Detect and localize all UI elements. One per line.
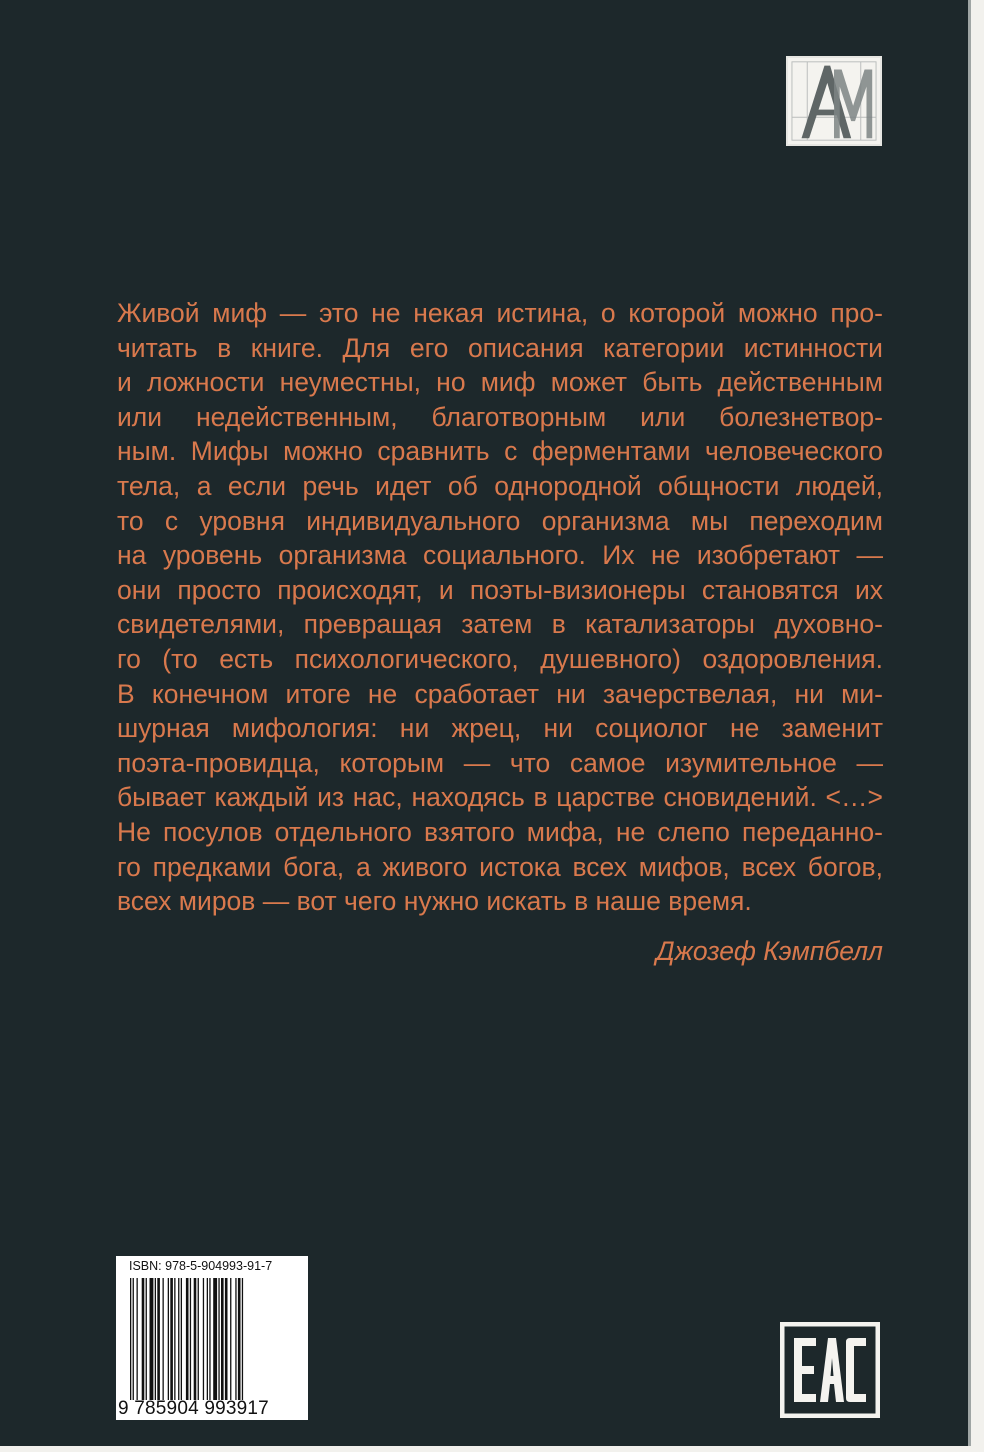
blurb-line: В конечном итоге не сработает ни зачерствелая, ни ми- — [117, 678, 883, 709]
barcode-digits: 9 785904 993917 — [118, 1398, 269, 1419]
blurb-line: тела, а если речь идет об однородной общности людей, — [117, 470, 883, 501]
quote-author: Джозеф Кэмпбелл — [655, 936, 883, 966]
blurb-line: свидетелями, превращая затем в катализаторы духовно- — [117, 609, 883, 640]
blurb-line: го предками бога, а живого истока всех мифов, всех богов, — [117, 851, 883, 882]
blurb-line: и ложности неуместны, но миф может быть действенным — [117, 367, 883, 398]
blurb-line: поэта-провидца, которым — что самое изумительное — — [117, 747, 883, 778]
blurb-line: Живой миф — это не некая истина, о которой можно про- — [117, 298, 883, 328]
blurb-line: читать в книге. Для его описания категории истинности — [117, 332, 883, 363]
eac-mark-icon — [780, 1322, 880, 1418]
blurb-line: Не посулов отдельного взятого мифа, не слепо переданно- — [117, 816, 883, 847]
blurb-line: всех миров — вот чего нужно искать в наше время. — [117, 886, 752, 917]
blurb-line: на уровень организма социального. Их не изобретают — — [117, 540, 883, 571]
blurb-line: го (то есть психологического, душевного) оздоровления. — [117, 643, 883, 674]
am-monogram-icon — [788, 58, 880, 144]
barcode-bars — [130, 1278, 296, 1400]
blurb-line: шурная мифология: ни жрец, ни социолог не заменит — [117, 713, 883, 744]
isbn-barcode — [116, 1256, 308, 1420]
blurb-line: то с уровня индивидуального организма мы переходим — [117, 505, 883, 536]
blurb-line: бывает каждый из нас, находясь в царстве сновидений. <…> — [117, 782, 883, 813]
publisher-logo — [786, 56, 882, 146]
isbn-label: ISBN: 978-5-904993-91-7 — [129, 1259, 273, 1273]
blurb-line: или недейственным, благотворным или болезнетвор- — [117, 401, 883, 432]
eac-certification-mark — [780, 1322, 880, 1418]
blurb-text — [117, 296, 883, 919]
blurb-line: ным. Мифы можно сравнить с ферментами человеческого — [117, 436, 883, 467]
blurb-line: они просто происходят, и поэты-визионеры становятся их — [117, 574, 883, 605]
